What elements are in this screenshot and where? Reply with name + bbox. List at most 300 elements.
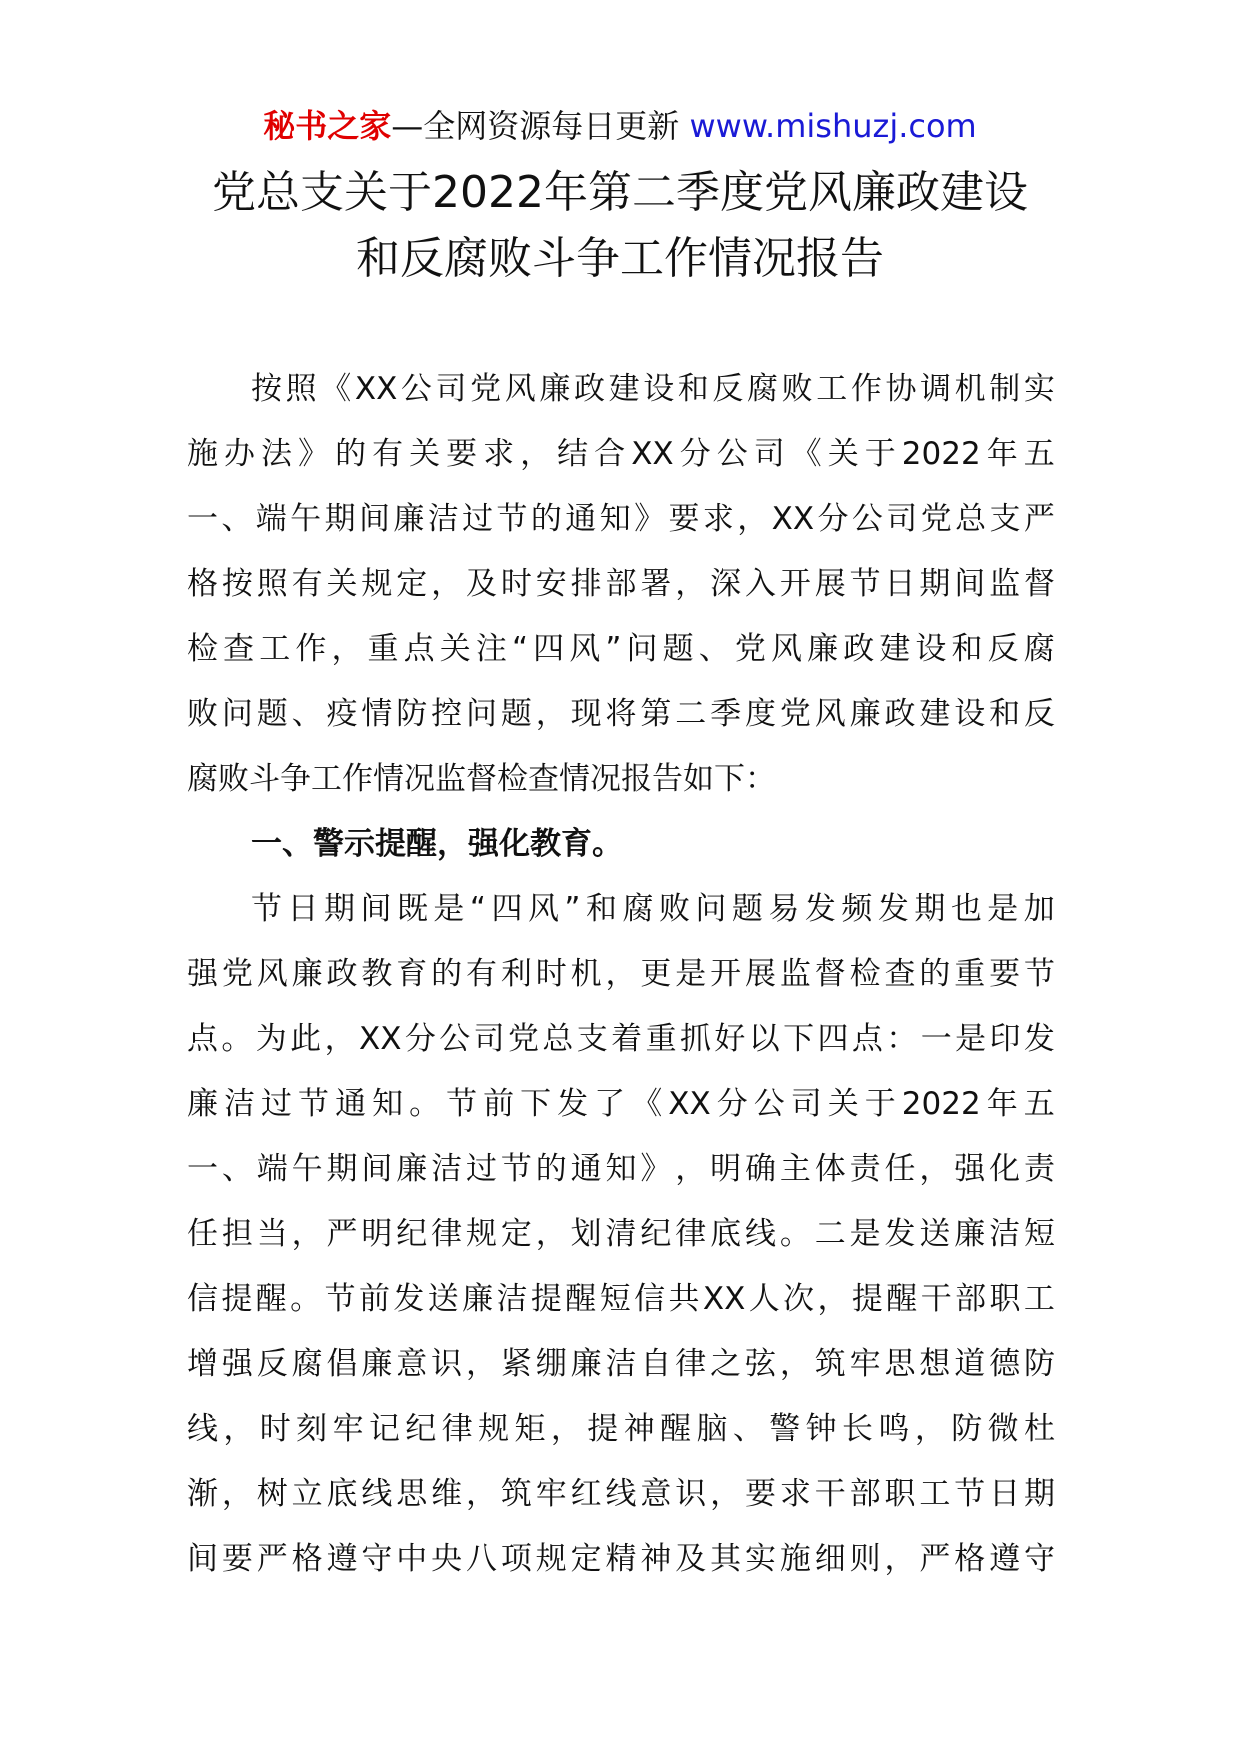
- glyph: 题: [662, 631, 694, 667]
- glyph: 线: [605, 1476, 637, 1512]
- glyph: 政: [884, 696, 916, 732]
- glyph: 的: [335, 436, 367, 472]
- body-line: [187, 357, 1055, 422]
- glyph: 。: [409, 1086, 441, 1122]
- glyph: ，: [324, 1021, 356, 1057]
- glyph: 2022: [901, 1086, 981, 1122]
- glyph: 腐: [747, 371, 779, 407]
- glyph: 腐: [622, 891, 654, 927]
- glyph: 洁: [431, 1151, 463, 1187]
- glyph: 督: [814, 956, 846, 992]
- glyph: 。: [221, 1021, 253, 1057]
- glyph: 送: [919, 1216, 951, 1252]
- glyph: 定: [500, 1216, 532, 1252]
- glyph: 前: [483, 1086, 515, 1122]
- glyph: ：: [886, 1021, 918, 1057]
- glyph: 风: [770, 631, 802, 667]
- header-tagline: —全网资源每日更新: [391, 107, 680, 145]
- glyph: 协: [885, 371, 917, 407]
- glyph: 下: [783, 1021, 815, 1057]
- glyph: 党: [734, 631, 766, 667]
- glyph: 支: [989, 501, 1021, 537]
- glyph: 精: [605, 1541, 637, 1577]
- glyph: XX: [354, 371, 398, 407]
- glyph: ”: [605, 631, 622, 667]
- body-line: [187, 877, 1055, 942]
- glyph: ，: [710, 1476, 742, 1512]
- glyph: 廉: [849, 696, 881, 732]
- glyph: ，: [535, 696, 567, 732]
- glyph: 有: [291, 566, 323, 602]
- glyph: 道: [954, 1346, 986, 1382]
- glyph: 入: [745, 566, 776, 602]
- glyph: 五: [1023, 1086, 1055, 1122]
- body-line: [187, 1267, 1055, 1332]
- glyph: 有: [466, 956, 497, 992]
- glyph: 求: [702, 501, 734, 537]
- glyph: ，: [291, 1216, 323, 1252]
- glyph: 中: [396, 1541, 428, 1577]
- glyph: ，: [550, 1411, 582, 1447]
- glyph: 2022: [901, 436, 981, 472]
- glyph: 间: [187, 1541, 218, 1577]
- glyph: 四: [491, 891, 523, 927]
- glyph: 。: [290, 1281, 322, 1317]
- glyph: 脑: [696, 1411, 728, 1447]
- glyph: 党: [920, 501, 952, 537]
- glyph: 党: [508, 1021, 539, 1057]
- glyph: 印: [989, 1021, 1021, 1057]
- line-text: [187, 1397, 1055, 1462]
- glyph: 廉: [954, 1216, 986, 1252]
- glyph: 疫: [326, 696, 358, 732]
- line-text: [187, 1462, 1055, 1527]
- glyph: 期: [914, 891, 946, 927]
- glyph: 工: [919, 1476, 951, 1512]
- glyph: 节: [500, 1151, 532, 1187]
- glyph: 时: [259, 1411, 291, 1447]
- glyph: 调: [920, 371, 952, 407]
- glyph: 弦: [745, 1346, 776, 1382]
- glyph: 》: [298, 436, 330, 472]
- glyph: 有: [372, 436, 404, 472]
- glyph: 安: [535, 566, 567, 602]
- glyph: 神: [623, 1411, 655, 1447]
- glyph: 风: [504, 371, 536, 407]
- glyph: 筑: [814, 1346, 846, 1382]
- glyph: 线: [361, 1476, 393, 1512]
- glyph: 筑: [500, 1476, 532, 1512]
- glyph: 更: [640, 956, 672, 992]
- glyph: 监: [989, 566, 1021, 602]
- glyph: 守: [1024, 1541, 1055, 1577]
- glyph: 知: [605, 1151, 637, 1187]
- glyph: 署: [640, 566, 672, 602]
- line-text: [187, 1267, 1055, 1332]
- glyph: 廉: [570, 1346, 602, 1382]
- glyph: “: [511, 631, 529, 667]
- glyph: 公: [851, 501, 883, 537]
- glyph: 风: [256, 956, 288, 992]
- body-line: [187, 682, 1055, 747]
- glyph: 总: [542, 1021, 574, 1057]
- glyph: ，: [914, 1411, 946, 1447]
- glyph: 要: [446, 436, 478, 472]
- glyph: 关: [326, 566, 358, 602]
- glyph: 司: [886, 501, 918, 537]
- line-text: [187, 1007, 1055, 1072]
- glyph: 教: [361, 956, 393, 992]
- glyph: 职: [989, 1281, 1021, 1317]
- glyph: 记: [368, 1411, 400, 1447]
- glyph: 刻: [296, 1411, 328, 1447]
- glyph: 育: [396, 956, 428, 992]
- glyph: 杜: [1023, 1411, 1055, 1447]
- glyph: 线: [745, 1216, 776, 1252]
- glyph: 任: [884, 1151, 916, 1187]
- glyph: 四: [817, 1021, 849, 1057]
- glyph: 五: [1023, 436, 1055, 472]
- glyph: 日: [287, 891, 319, 927]
- glyph: 易: [768, 891, 800, 927]
- glyph: 项: [500, 1541, 532, 1577]
- glyph: 廉: [187, 1086, 218, 1122]
- line-text: [251, 877, 1055, 942]
- glyph: 节: [1024, 956, 1055, 992]
- glyph: 责: [849, 1151, 881, 1187]
- body-line: [187, 1072, 1055, 1137]
- glyph: 建: [879, 631, 911, 667]
- glyph: ，: [221, 1476, 253, 1512]
- glyph: 防: [951, 1411, 983, 1447]
- glyph: 间: [360, 891, 392, 927]
- glyph: 四: [533, 631, 565, 667]
- glyph: 廉: [393, 501, 425, 537]
- glyph: 醒: [565, 1281, 597, 1317]
- glyph: 为: [255, 1021, 287, 1057]
- glyph: 分: [679, 436, 711, 472]
- glyph: 次: [783, 1281, 815, 1317]
- glyph: 季: [710, 696, 742, 732]
- body-line: [187, 942, 1055, 1007]
- line-text: [187, 487, 1055, 552]
- glyph: 败: [781, 371, 813, 407]
- glyph: 重: [645, 1021, 677, 1057]
- glyph: 化: [989, 1151, 1021, 1187]
- glyph: 关: [827, 1086, 859, 1122]
- glyph: 发: [557, 1086, 589, 1122]
- body-line: 腐败斗争工作情况监督检查情况报告如下：: [187, 761, 776, 797]
- line-text: [187, 422, 1055, 487]
- glyph: 节: [324, 1281, 356, 1317]
- document-title: [0, 160, 1240, 292]
- glyph: 树: [256, 1476, 288, 1512]
- glyph: 于: [864, 1086, 896, 1122]
- glyph: 第: [640, 696, 672, 732]
- glyph: 反: [987, 631, 1019, 667]
- glyph: 格: [187, 566, 218, 602]
- glyph: 严: [256, 1541, 288, 1577]
- glyph: 以: [748, 1021, 780, 1057]
- glyph: 强: [954, 1151, 986, 1187]
- glyph: 严: [1023, 501, 1055, 537]
- glyph: ，: [675, 566, 707, 602]
- glyph: ，: [884, 1541, 916, 1577]
- glyph: 好: [714, 1021, 746, 1057]
- glyph: 确: [745, 1151, 776, 1187]
- glyph: ，: [223, 1411, 255, 1447]
- glyph: 合: [594, 436, 626, 472]
- glyph: 建: [919, 696, 951, 732]
- glyph: 按: [251, 371, 282, 407]
- glyph: 意: [396, 1346, 428, 1382]
- glyph: 题: [500, 696, 532, 732]
- glyph: 期: [1024, 1476, 1055, 1512]
- glyph: 和: [989, 696, 1021, 732]
- glyph: 和: [951, 631, 983, 667]
- glyph: 总: [955, 501, 987, 537]
- glyph: 公: [439, 1021, 471, 1057]
- glyph: 检: [187, 631, 218, 667]
- glyph: 结: [557, 436, 589, 472]
- glyph: 则: [849, 1541, 881, 1577]
- glyph: 于: [864, 436, 896, 472]
- glyph: 八: [466, 1541, 497, 1577]
- glyph: 遵: [326, 1541, 358, 1577]
- glyph: 端: [255, 501, 287, 537]
- body-line: [187, 1137, 1055, 1202]
- glyph: 倡: [326, 1346, 358, 1382]
- glyph: 政: [326, 956, 358, 992]
- glyph: 增: [187, 1346, 218, 1382]
- glyph: 现: [570, 696, 602, 732]
- glyph: 微: [987, 1411, 1019, 1447]
- glyph: 醒: [886, 1281, 918, 1317]
- glyph: 短: [1024, 1216, 1055, 1252]
- brand-name: 秘书之家: [263, 107, 392, 145]
- glyph: 关: [439, 631, 471, 667]
- glyph: 午: [290, 501, 322, 537]
- glyph: 信: [634, 1281, 666, 1317]
- line-text: [251, 357, 1055, 422]
- glyph: 牢: [332, 1411, 364, 1447]
- glyph: 展: [814, 566, 846, 602]
- glyph: 规: [466, 1216, 497, 1252]
- glyph: 央: [431, 1541, 463, 1577]
- glyph: 政: [843, 631, 875, 667]
- line-text: [187, 942, 1055, 1007]
- glyph: 政: [573, 371, 605, 407]
- glyph: 和: [585, 891, 617, 927]
- glyph: 关: [409, 436, 441, 472]
- glyph: ，: [675, 1151, 707, 1187]
- glyph: 清: [605, 1216, 637, 1252]
- glyph: 情: [361, 696, 393, 732]
- body-line: [187, 1007, 1055, 1072]
- glyph: 司: [435, 371, 467, 407]
- glyph: 律: [441, 1411, 473, 1447]
- glyph: 是: [849, 1216, 881, 1252]
- glyph: ，: [779, 1346, 811, 1382]
- glyph: 醒: [255, 1281, 287, 1317]
- glyph: 年: [986, 436, 1018, 472]
- glyph: 将: [605, 696, 637, 732]
- glyph: 纪: [396, 1216, 428, 1252]
- glyph: 期: [326, 1151, 358, 1187]
- body-line: [187, 1332, 1055, 1397]
- line-text: [187, 1332, 1055, 1397]
- glyph: 节: [496, 501, 528, 537]
- glyph: 排: [570, 566, 602, 602]
- line-text: [187, 1202, 1055, 1267]
- glyph: 要: [989, 956, 1021, 992]
- glyph: 重: [367, 631, 399, 667]
- glyph: “: [469, 891, 486, 927]
- glyph: 间: [954, 566, 986, 602]
- glyph: 二: [675, 696, 707, 732]
- glyph: XX: [631, 436, 674, 472]
- glyph: 鸣: [878, 1411, 910, 1447]
- glyph: 及: [466, 566, 497, 602]
- glyph: 《: [790, 436, 822, 472]
- glyph: 、: [698, 631, 730, 667]
- glyph: ，: [919, 1151, 951, 1187]
- glyph: 发: [884, 1216, 916, 1252]
- glyph: 职: [884, 1476, 916, 1512]
- glyph: 》: [640, 1151, 672, 1187]
- glyph: 腐: [291, 1346, 323, 1382]
- body-line: [187, 1202, 1055, 1267]
- glyph: 洁: [989, 1216, 1021, 1252]
- glyph: 提: [587, 1411, 619, 1447]
- glyph: 底: [326, 1476, 358, 1512]
- glyph: 实: [1023, 371, 1055, 407]
- glyph: 作: [850, 371, 882, 407]
- glyph: 和: [677, 371, 709, 407]
- glyph: 节: [251, 891, 282, 927]
- glyph: 着: [611, 1021, 643, 1057]
- glyph: 照: [285, 371, 317, 407]
- site-header: [0, 104, 1240, 148]
- glyph: 分: [817, 501, 849, 537]
- glyph: 意: [640, 1476, 672, 1512]
- glyph: 识: [675, 1476, 707, 1512]
- glyph: 纪: [405, 1411, 437, 1447]
- line-text: [187, 1137, 1055, 1202]
- glyph: 设: [643, 371, 675, 407]
- glyph: 一: [920, 1021, 952, 1057]
- glyph: 要: [668, 501, 700, 537]
- glyph: 廉: [291, 956, 323, 992]
- glyph: 德: [989, 1346, 1021, 1382]
- glyph: ，: [737, 501, 769, 537]
- glyph: 防: [1024, 1346, 1055, 1382]
- glyph: 钟: [805, 1411, 837, 1447]
- glyph: 发: [877, 891, 909, 927]
- glyph: 督: [1024, 566, 1055, 602]
- line-text: [187, 1072, 1055, 1137]
- glyph: 实: [745, 1541, 776, 1577]
- glyph: 过: [261, 1086, 293, 1122]
- glyph: 牢: [535, 1476, 567, 1512]
- glyph: 明: [710, 1151, 742, 1187]
- glyph: 司: [473, 1021, 505, 1057]
- glyph: 公: [400, 371, 432, 407]
- line-text: [187, 552, 1055, 617]
- glyph: 频: [841, 891, 873, 927]
- glyph: 提: [530, 1281, 562, 1317]
- glyph: 端: [256, 1151, 288, 1187]
- glyph: 神: [640, 1541, 672, 1577]
- glyph: 开: [779, 566, 811, 602]
- glyph: 是: [987, 891, 1019, 927]
- glyph: 细: [814, 1541, 846, 1577]
- glyph: ，: [331, 631, 363, 667]
- glyph: 定: [570, 1541, 602, 1577]
- line-text: [187, 1527, 1055, 1592]
- glyph: 题: [256, 696, 288, 732]
- glyph: 底: [710, 1216, 742, 1252]
- glyph: 廉: [807, 631, 839, 667]
- glyph: 制: [989, 371, 1021, 407]
- glyph: 、: [221, 501, 253, 537]
- glyph: 长: [842, 1411, 874, 1447]
- glyph: 问: [221, 696, 253, 732]
- glyph: 日: [884, 566, 916, 602]
- glyph: 醒: [660, 1411, 692, 1447]
- glyph: 点: [187, 1021, 218, 1057]
- glyph: 深: [710, 566, 742, 602]
- glyph: 抓: [679, 1021, 711, 1057]
- glyph: 其: [710, 1541, 742, 1577]
- glyph: 求: [779, 1476, 811, 1512]
- glyph: 控: [431, 696, 463, 732]
- glyph: 通: [335, 1086, 367, 1122]
- glyph: 洁: [224, 1086, 256, 1122]
- glyph: 洁: [496, 1281, 528, 1317]
- glyph: 机: [570, 956, 602, 992]
- glyph: 线: [187, 1411, 218, 1447]
- glyph: 廉: [361, 1346, 393, 1382]
- document-body: [187, 357, 1055, 1592]
- glyph: 严: [919, 1541, 951, 1577]
- glyph: 问: [695, 891, 727, 927]
- glyph: 一: [187, 501, 218, 537]
- glyph: 午: [291, 1151, 323, 1187]
- glyph: 查: [884, 956, 916, 992]
- glyph: 《: [631, 1086, 663, 1122]
- glyph: 部: [955, 1281, 987, 1317]
- glyph: 工: [1023, 1281, 1055, 1317]
- glyph: 的: [919, 956, 951, 992]
- glyph: 红: [570, 1476, 602, 1512]
- glyph: ，: [535, 1216, 567, 1252]
- glyph: 开: [710, 956, 742, 992]
- site-url[interactable]: www.mishuzj.com: [689, 107, 977, 145]
- glyph: 工: [816, 371, 848, 407]
- glyph: 前: [358, 1281, 390, 1317]
- line-text: [187, 682, 1055, 747]
- glyph: 强: [187, 956, 218, 992]
- glyph: 党: [221, 956, 253, 992]
- glyph: 年: [986, 1086, 1018, 1122]
- line-text: [187, 617, 1055, 682]
- glyph: 定: [396, 566, 428, 602]
- glyph: 部: [605, 566, 637, 602]
- glyph: 点: [403, 631, 435, 667]
- glyph: 防: [396, 696, 428, 732]
- glyph: 的: [530, 501, 562, 537]
